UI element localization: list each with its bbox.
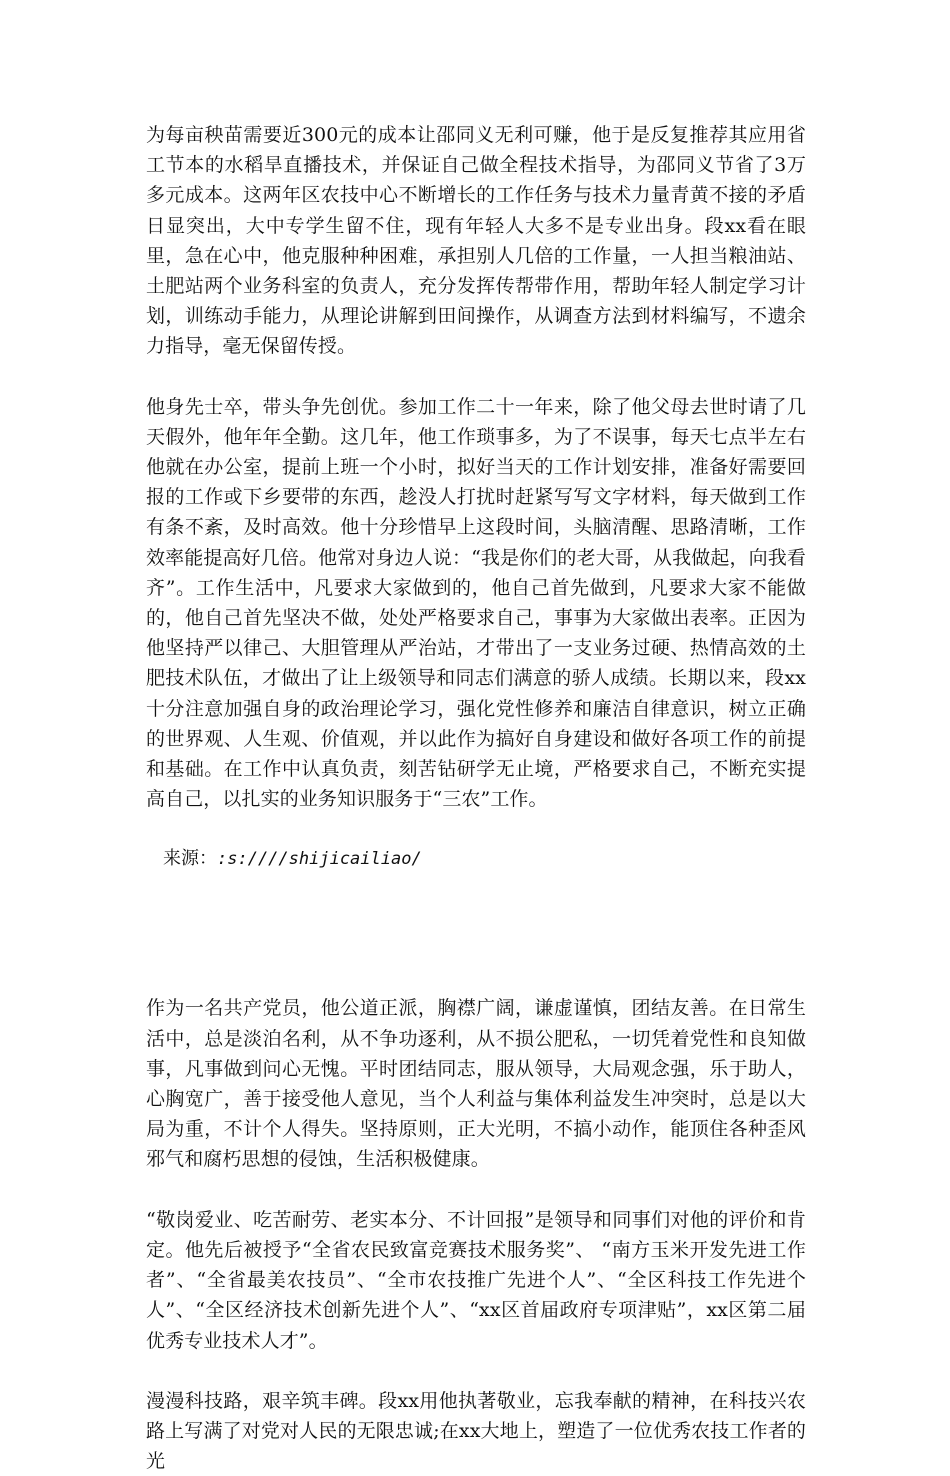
source-label: 来源：: [163, 848, 217, 870]
paragraph-conclusion: 漫漫科技路，艰辛筑丰碑。段xx用他执著敬业，忘我奉献的精神，在科技兴农路上写满了对党对人民的无限忠诚;在xx大地上，塑造了一位优秀农技工作者的光: [146, 1389, 806, 1473]
document-page: [146, 120, 806, 1476]
page-gap: [146, 874, 806, 993]
paragraph-leading-by-example: 他身先士卒，带头争先创优。参加工作二十一年来，除了他父母去世时请了几天假外，他年年全勤。这几年，他工作琐事多，为了不误事，每天七点半左右他就在办公室，提前上班一个小时，拟好当天的工作计划安排，准备好需要回报的工作或下乡要带的东西，趁没人打扰时赶紧写写文字材料，每天做到工作有条不紊，及时高效。他十分珍惜早上这段时间，头脑清醒、思路清晰，工作效率能提高好几倍。他常对身边人说：“我是你们的老大哥，从我做起，向我看齐”。工作生活中，凡要求大家做到的，他自己首先做到，凡要求大家不能做的，他自己首先坚决不做，处处严格要求自己，事事为大家做出表率。正因为他坚持严以律己、大胆管理从严治站，才带出了一支业务过硬、热情高效的土肥技术队伍，才做出了让上级领导和同志们满意的骄人成绩。长期以来，段xx十分注意加强自身的政治理论学习，强化党性修养和廉洁自律意识，树立正确的世界观、人生观、价值观，并以此作为搞好自身建设和做好各项工作的前提和基础。在工作中认真负责，刻苦钻研学无止境，严格要求自己，不断充实提高自己，以扎实的业务知识服务于“三农”工作。: [146, 395, 806, 811]
paragraph-party-member: 作为一名共产党员，他公道正派，胸襟广阔，谦虚谨慎，团结友善。在日常生活中，总是淡泊名利，从不争功逐利，从不损公肥私，一切凭着党性和良知做事，凡事做到问心无愧。平时团结同志，服从领导，大局观念强，乐于助人，心胸宽广，善于接受他人意见，当个人利益与集体利益发生冲突时，总是以大局为重，不计个人得失。坚持原则，正大光明，不搞小动作，能顶住各种歪风邪气和腐朽思想的侵蚀，生活积极健康。: [146, 997, 806, 1171]
source-line: [163, 844, 806, 874]
paragraph-honors: “敬岗爱业、吃苦耐劳、老实本分、不计回报”是领导和同事们对他的评价和肯定。他先后被授予“全省农民致富竞赛技术服务奖”、 “南方玉米开发先进工作者”、“全省最美农技员”、“全市农技推广先进个人”、“全区科技工作先进个人”、“全区经济技术创新先进个人”、“xx区首届政府专项津贴”，xx区第二届优秀专业技术人才”。: [146, 1208, 806, 1352]
source-url: :s:////shijicailiao/: [217, 849, 422, 870]
paragraph-technical-guidance: 为每亩秧苗需要近300元的成本让邵同义无利可赚，他于是反复推荐其应用省工节本的水稻旱直播技术，并保证自己做全程技术指导，为邵同义节省了3万多元成本。这两年区农技中心不断增长的工作任务与技术力量青黄不接的矛盾日显突出，大中专学生留不住，现有年轻人大多不是专业出身。段xx看在眼里，急在心中，他克服种种困难，承担别人几倍的工作量，一人担当粮油站、土肥站两个业务科室的负责人，充分发挥传帮带作用，帮助年轻人制定学习计划，训练动手能力，从理论讲解到田间操作，从调查方法到材料编写，不遗余力指导，毫无保留传授。: [146, 124, 806, 358]
